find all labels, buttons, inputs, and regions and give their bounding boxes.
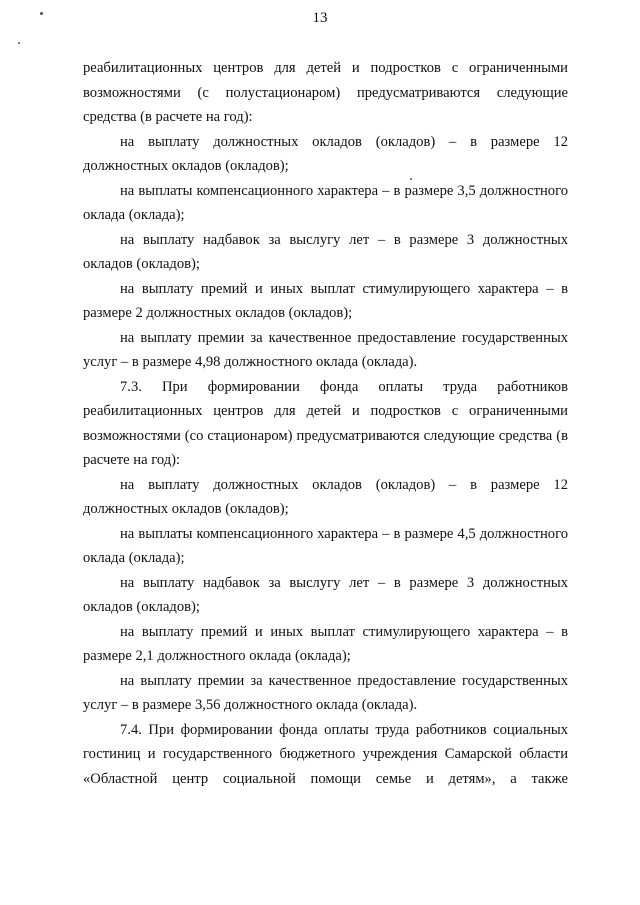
section-7-4: 7.4. При формировании фонда оплаты труда работников социальных гостиниц и государственного бюджетного учреждения Самарской области «Областной центр социальной помощи семье и детям», а также [83,721,568,787]
paragraph-item: на выплату премии за качественное предоставление государственных услуг – в размере 4,98 должностного оклада (оклада). [83,329,568,370]
paragraph-item: на выплату должностных окладов (окладов) – в размере 12 должностных окладов (окладов); [83,476,568,517]
paragraph-item: на выплаты компенсационного характера – в размере 3,5 должностного оклада (оклада); [83,182,568,223]
paragraph-item: на выплату должностных окладов (окладов) – в размере 12 должностных окладов (окладов); [83,133,568,174]
page-number: 13 [312,10,328,26]
paragraph-item: на выплату премии за качественное предоставление государственных услуг – в размере 3,56 должностного оклада (оклада). [83,672,568,713]
paragraph-item: на выплату премий и иных выплат стимулирующего характера – в размере 2,1 должностного оклада (оклада); [83,623,568,664]
paragraph-item: на выплату надбавок за выслугу лет – в размере 3 должностных окладов (окладов); [83,574,568,615]
paragraph-item: на выплаты компенсационного характера – в размере 4,5 должностного оклада (оклада); [83,525,568,566]
scan-speck [18,42,20,44]
paragraph-item: на выплату надбавок за выслугу лет – в размере 3 должностных окладов (окладов); [83,231,568,272]
document-body [83,56,568,791]
section-7-3: 7.3. При формировании фонда оплаты труда работников реабилитационных центров для детей и подростков с ограниченными возможностями (со стационаром) предусматриваются следующие средства (в расчете на год): [83,378,568,468]
paragraph-continuation: реабилитационных центров для детей и подростков с ограниченными возможностями (с полустационаром) предусматриваются следующие средства (в расчете на год): [83,60,568,125]
paragraph-item: на выплату премий и иных выплат стимулирующего характера – в размере 2 должностных окладов (окладов); [83,280,568,321]
